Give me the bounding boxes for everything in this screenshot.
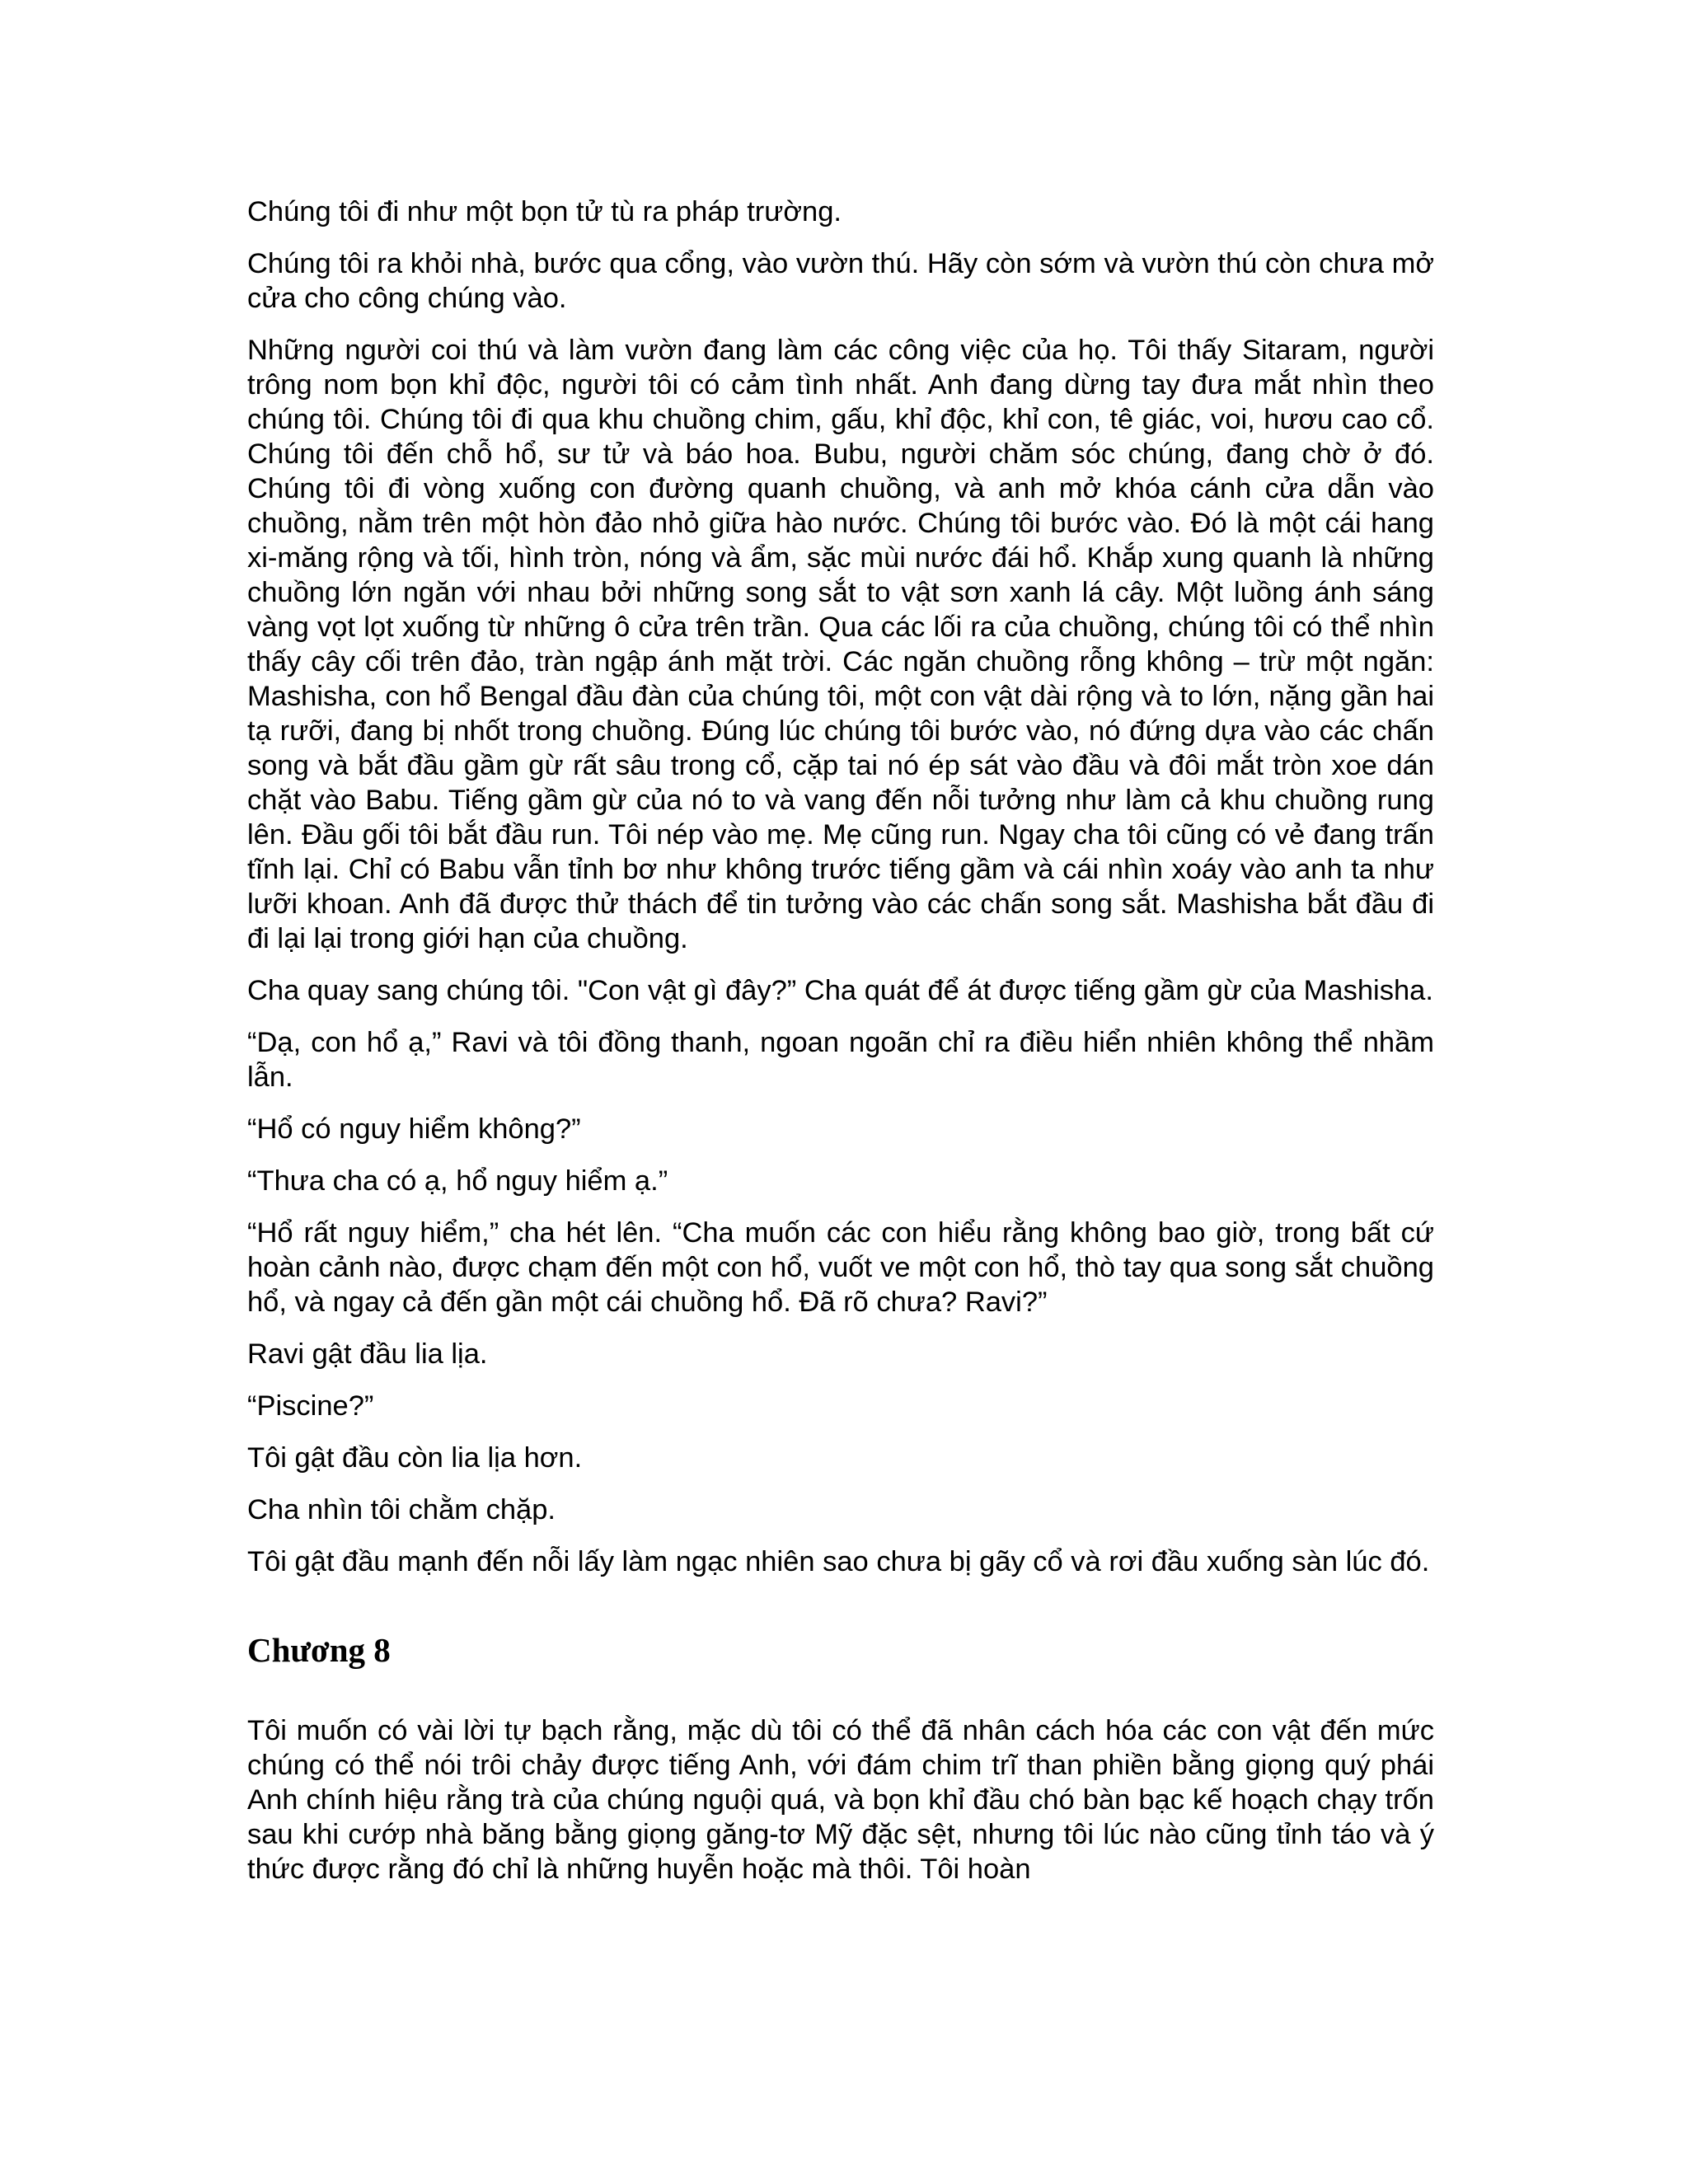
- paragraph-10: “Piscine?”: [247, 1390, 374, 1422]
- paragraph-11: Tôi gật đầu còn lia lịa hơn.: [247, 1442, 583, 1474]
- paragraph-6: “Hổ có nguy hiểm không?”: [247, 1113, 581, 1145]
- paragraph-14: Tôi muốn có vài lời tự bạch rằng, mặc dù tôi có thể đã nhân cách hóa các con vật đến mức chúng có thể nói trôi chảy được tiếng Anh, với đám chim trĩ than phiền bằng giọng quý phái Anh chính hiệu rằng trà của chúng nguội quá, và bọn khỉ đầu chó bàn bạc kế hoạch chạy trốn sau khi cướp nhà băng bằng giọng găng-tơ Mỹ đặc sệt, nhưng tôi lúc nào cũng tỉnh táo và ý thức được rằng đó chỉ là những huyễn hoặc mà thôi. Tôi hoàn: [247, 1715, 1434, 1885]
- paragraph-4: Cha quay sang chúng tôi. "Con vật gì đây?” Cha quát để át được tiếng gầm gừ của Mashisha.: [247, 975, 1433, 1006]
- chapter-title: Chương 8: [247, 1631, 391, 1669]
- paragraph-7: “Thưa cha có ạ, hổ nguy hiểm ạ.”: [247, 1165, 668, 1197]
- paragraph-1: Chúng tôi đi như một bọn tử tù ra pháp trường.: [247, 196, 842, 227]
- document-page: [247, 194, 1434, 1904]
- paragraph-12: Cha nhìn tôi chằm chặp.: [247, 1494, 556, 1526]
- paragraph-5: “Dạ, con hổ ạ,” Ravi và tôi đồng thanh, ngoan ngoãn chỉ ra điều hiển nhiên không thể nhầm lẫn.: [247, 1027, 1434, 1093]
- paragraph-9: Ravi gật đầu lia lịa.: [247, 1338, 488, 1370]
- paragraph-13: Tôi gật đầu mạnh đến nỗi lấy làm ngạc nhiên sao chưa bị gãy cổ và rơi đầu xuống sàn lúc đó.: [247, 1546, 1430, 1577]
- paragraph-3: Những người coi thú và làm vườn đang làm các công việc của họ. Tôi thấy Sitaram, người trông nom bọn khỉ độc, người tôi có cảm tình nhất. Anh đang dừng tay đưa mắt nhìn theo chúng tôi. Chúng tôi đi qua khu chuồng chim, gấu, khỉ độc, khỉ con, tê giác, voi, hươu cao cổ. Chúng tôi đến chỗ hổ, sư tử và báo hoa. Bubu, người chăm sóc chúng, đang chờ ở đó. Chúng tôi đi vòng xuống con đường quanh chuồng, và anh mở khóa cánh cửa dẫn vào chuồng, nằm trên một hòn đảo nhỏ giữa hào nước. Chúng tôi bước vào. Đó là một cái hang xi-măng rộng và tối, hình tròn, nóng và ẩm, sặc mùi nước đái hổ. Khắp xung quanh là những chuồng lớn ngăn với nhau bởi những song sắt to vật sơn xanh lá cây. Một luồng ánh sáng vàng vọt lọt xuống từ những ô cửa trên trần. Qua các lối ra của chuồng, chúng tôi có thể nhìn thấy cây cối trên đảo, tràn ngập ánh mặt trời. Các ngăn chuồng rỗng không – trừ một ngăn: Mashisha, con hổ Bengal đầu đàn của chúng tôi, một con vật dài rộng và to lớn, nặng gần hai tạ rưỡi, đang bị nhốt trong chuồng. Đúng lúc chúng tôi bước vào, nó đứng dựa vào các chấn song và bắt đầu gầm gừ rất sâu trong cổ, cặp tai nó ép sát vào đầu và đôi mắt tròn xoe dán chặt vào Babu. Tiếng gầm gừ của nó to và vang đến nỗi tưởng như làm cả khu chuồng rung lên. Đầu gối tôi bắt đầu run. Tôi nép vào mẹ. Mẹ cũng run. Ngay cha tôi cũng có vẻ đang trấn tĩnh lại. Chỉ có Babu vẫn tỉnh bơ như không trước tiếng gầm và cái nhìn xoáy vào anh ta như lưỡi khoan. Anh đã được thử thách để tin tưởng vào các chấn song sắt. Mashisha bắt đầu đi đi lại lại trong giới hạn của chuồng.: [247, 335, 1434, 954]
- paragraph-2: Chúng tôi ra khỏi nhà, bước qua cổng, vào vườn thú. Hãy còn sớm và vườn thú còn chưa mở cửa cho công chúng vào.: [247, 248, 1434, 314]
- paragraph-8: “Hổ rất nguy hiểm,” cha hét lên. “Cha muốn các con hiểu rằng không bao giờ, trong bất cứ hoàn cảnh nào, được chạm đến một con hổ, vuốt ve một con hổ, thò tay qua song sắt chuồng hổ, và ngay cả đến gần một cái chuồng hổ. Đã rõ chưa? Ravi?”: [247, 1217, 1434, 1318]
